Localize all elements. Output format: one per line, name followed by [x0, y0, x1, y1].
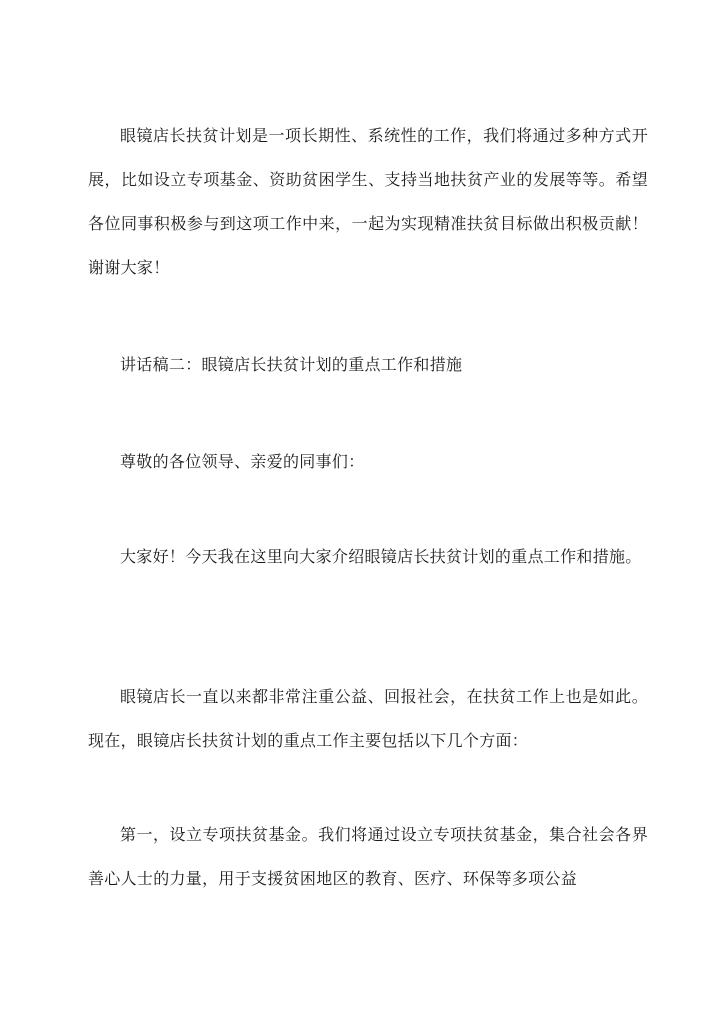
- paragraph-first-measure: 第一，设立专项扶贫基金。我们将通过设立专项扶贫基金，集合社会各界善心人士的力量，用于支援贫困地区的教育、医疗、环保等多项公益: [88, 825, 648, 888]
- paragraph-intro-summary: 眼镜店长扶贫计划是一项长期性、系统性的工作，我们将通过多种方式开展，比如设立专项基金、资助贫困学生、支持当地扶贫产业的发展等等。希望各位同事积极参与到这项工作中来，一起为实现精准扶贫目标做出积极贡献！谢谢大家！: [88, 126, 648, 277]
- paragraph-greeting: 大家好！今天我在这里向大家介绍眼镜店长扶贫计划的重点工作和措施。: [120, 547, 642, 566]
- speech-two-title: 讲话稿二：眼镜店长扶贫计划的重点工作和措施: [120, 355, 463, 374]
- paragraph-focus-areas: 眼镜店长一直以来都非常注重公益、回报社会，在扶贫工作上也是如此。现在，眼镜店长扶贫计划的重点工作主要包括以下几个方面：: [88, 687, 648, 750]
- salutation: 尊敬的各位领导、亲爱的同事们：: [120, 452, 365, 471]
